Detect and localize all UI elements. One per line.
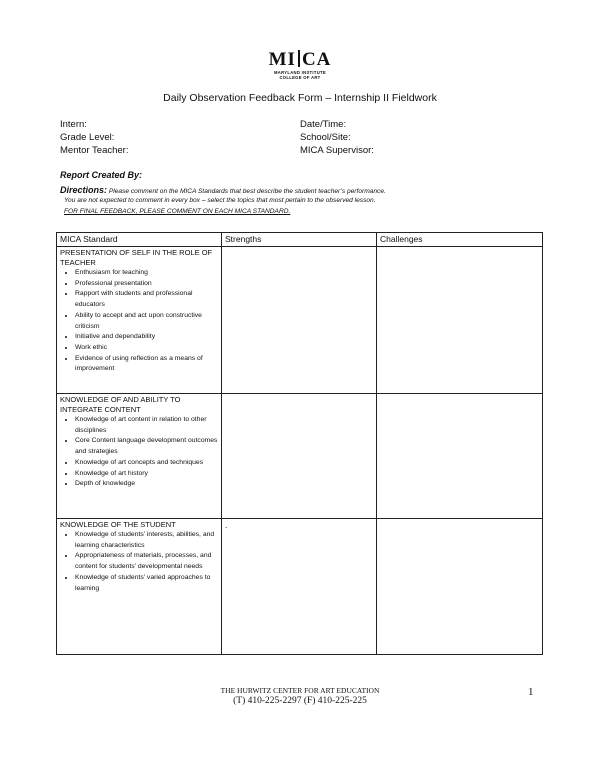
standard-cell	[57, 247, 222, 394]
list-item: • Work ethic	[75, 343, 218, 354]
header-mica-standard: MICA Standard	[57, 233, 222, 247]
list-item: • Enthusiasm for teaching	[75, 268, 218, 279]
list-item: • Knowledge of students’ interests, abilities, and learning characteristics	[75, 530, 218, 551]
challenges-cell[interactable]	[377, 247, 543, 394]
logo-mark-right: CA	[301, 49, 332, 70]
strengths-cell[interactable]	[222, 247, 377, 394]
directions	[60, 185, 386, 195]
footer-org: THE HURWITZ CENTER FOR ART EDUCATION	[220, 686, 380, 695]
header-strengths: Strengths	[222, 233, 377, 247]
list-item: • Knowledge of art concepts and techniques	[75, 458, 218, 469]
standard-title: PRESENTATION OF SELF IN THE ROLE OF TEACHER	[60, 248, 213, 267]
list-item: • Knowledge of students’ varied approaches to learning	[75, 573, 218, 594]
logo-subtitle-2: COLLEGE OF ART	[279, 75, 321, 80]
list-item: • Knowledge of art history	[75, 469, 218, 480]
standard-cell	[57, 519, 222, 655]
list-item: • Rapport with students and professional educators	[75, 289, 218, 310]
standard-list	[60, 530, 218, 594]
list-item: • Professional presentation	[75, 279, 218, 290]
footer-phone: (T) 410-225-2297 (F) 410-225-225	[233, 696, 367, 706]
standards-table	[56, 232, 543, 655]
mica-supervisor-label: MICA Supervisor:	[300, 145, 374, 156]
form-title: Daily Observation Feedback Form – Internship II Fieldwork	[163, 92, 437, 104]
date-time-label: Date/Time:	[300, 119, 347, 130]
standard-title: KNOWLEDGE OF THE STUDENT	[60, 520, 176, 529]
list-item: • Knowledge of art content in relation to other disciplines	[75, 415, 218, 436]
strengths-cell[interactable]	[222, 394, 377, 519]
list-item: • Ability to accept and act upon constructive criticism	[75, 311, 218, 332]
standard-list	[60, 415, 218, 490]
table-row	[57, 247, 543, 394]
challenges-cell[interactable]	[377, 394, 543, 519]
logo-mark-left: MI	[268, 49, 296, 70]
page-number: 1	[528, 686, 534, 698]
directions-text: Please comment on the MICA Standards that best describe the student teacher’s performance.	[107, 188, 386, 195]
list-item: • Appropriateness of materials, processes, and content for students’ developmental needs	[75, 551, 218, 572]
school-site-label: School/Site:	[300, 132, 351, 143]
footer	[0, 686, 600, 706]
mica-logo	[258, 50, 342, 80]
standard-list	[60, 268, 218, 375]
directions-line-3: FOR FINAL FEEDBACK, PLEASE COMMENT ON EACH MICA STANDARD.	[64, 208, 291, 215]
report-created-by: Report Created By:	[60, 170, 143, 180]
table-header-row	[57, 233, 543, 247]
intern-label: Intern:	[60, 119, 87, 130]
list-item: • Evidence of using reflection as a means of improvement	[75, 354, 218, 375]
table-row	[57, 394, 543, 519]
directions-label: Directions:	[60, 185, 108, 195]
list-item: • Initiative and dependability	[75, 332, 218, 343]
standard-title: KNOWLEDGE OF AND ABILITY TO INTEGRATE CONTENT	[60, 395, 181, 414]
directions-line-2: You are not expected to comment in every box – select the topics that most pertain to the observed lesson.	[64, 197, 376, 204]
list-item: • Core Content language development outcomes and strategies	[75, 436, 218, 457]
logo-mark	[258, 50, 342, 70]
list-item: • Depth of knowledge	[75, 479, 218, 490]
challenges-cell[interactable]	[377, 519, 543, 655]
header-challenges: Challenges	[377, 233, 543, 247]
table-row	[57, 519, 543, 655]
grade-level-label: Grade Level:	[60, 132, 115, 143]
logo-subtitle-1: MARYLAND INSTITUTE	[273, 70, 326, 75]
standard-cell	[57, 394, 222, 519]
strengths-cell[interactable]: .	[222, 519, 377, 655]
mentor-teacher-label: Mentor Teacher:	[60, 145, 129, 156]
